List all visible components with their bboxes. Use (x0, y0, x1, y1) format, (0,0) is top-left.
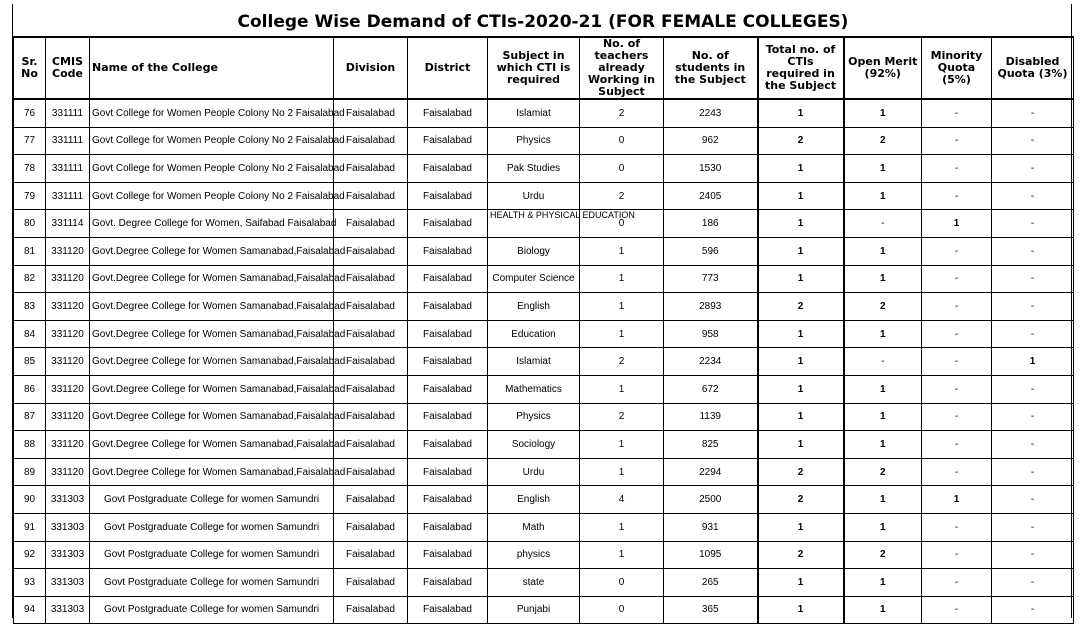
cell-open-merit: 1 (844, 403, 922, 431)
cell-cmis: 331303 (46, 486, 90, 514)
cell-total: 2 (758, 458, 844, 486)
cell-teachers: 2 (580, 403, 664, 431)
cell-teachers: 1 (580, 320, 664, 348)
cell-college-name: Govt.Degree College for Women Samanabad,Faisalabad (90, 237, 334, 265)
cell-division: Faisalabad (334, 348, 408, 376)
cell-district: Faisalabad (408, 569, 488, 597)
cell-district: Faisalabad (408, 458, 488, 486)
cell-total: 1 (758, 569, 844, 597)
cell-division: Faisalabad (334, 569, 408, 597)
cell-cmis: 331111 (46, 99, 90, 127)
cell-minority: - (922, 375, 992, 403)
cell-students: 962 (664, 127, 758, 155)
cell-sr: 90 (14, 486, 46, 514)
cell-sr: 82 (14, 265, 46, 293)
cell-disabled: - (992, 458, 1074, 486)
cell-subject: Math (488, 513, 580, 541)
cell-minority: 1 (922, 210, 992, 238)
cell-subject: Physics (488, 127, 580, 155)
table-row (14, 513, 1074, 541)
cell-subject: Pak Studies (488, 155, 580, 183)
cell-open-merit: - (844, 210, 922, 238)
cell-total: 2 (758, 127, 844, 155)
cell-cmis: 331120 (46, 431, 90, 459)
cell-disabled: 1 (992, 348, 1074, 376)
cell-teachers: 1 (580, 458, 664, 486)
cell-total: 1 (758, 403, 844, 431)
cell-division: Faisalabad (334, 486, 408, 514)
cti-demand-table (13, 36, 1074, 624)
cell-open-merit: - (844, 348, 922, 376)
table-row (14, 375, 1074, 403)
cell-sr: 79 (14, 182, 46, 210)
cell-subject: physics (488, 541, 580, 569)
cell-college-name: Govt.Degree College for Women Samanabad,Faisalabad (90, 265, 334, 293)
cell-teachers: 0 (580, 210, 664, 238)
cell-total: 1 (758, 348, 844, 376)
header-minority: Minority Quota (5%) (922, 37, 992, 99)
cell-district: Faisalabad (408, 127, 488, 155)
cell-total: 1 (758, 265, 844, 293)
cell-open-merit: 1 (844, 237, 922, 265)
cell-sr: 84 (14, 320, 46, 348)
cell-division: Faisalabad (334, 127, 408, 155)
cell-minority: - (922, 458, 992, 486)
cell-division: Faisalabad (334, 431, 408, 459)
cell-total: 1 (758, 155, 844, 183)
cell-cmis: 331111 (46, 155, 90, 183)
cell-minority: - (922, 348, 992, 376)
cell-disabled: - (992, 237, 1074, 265)
cell-sr: 85 (14, 348, 46, 376)
header-total: Total no. of CTIs required in the Subject (758, 37, 844, 99)
cell-sr: 80 (14, 210, 46, 238)
cell-subject: English (488, 486, 580, 514)
cell-disabled: - (992, 210, 1074, 238)
cell-total: 2 (758, 293, 844, 321)
cell-college-name: Govt College for Women People Colony No 2 Faisalabad (90, 99, 334, 127)
table-row (14, 99, 1074, 127)
table-row (14, 348, 1074, 376)
cell-district: Faisalabad (408, 293, 488, 321)
cell-minority: - (922, 99, 992, 127)
header-open-merit: Open Merit (92%) (844, 37, 922, 99)
table-body (14, 99, 1074, 624)
cell-sr: 83 (14, 293, 46, 321)
cell-teachers: 0 (580, 569, 664, 597)
table-row (14, 127, 1074, 155)
table-row (14, 486, 1074, 514)
cell-disabled: - (992, 182, 1074, 210)
table-row (14, 155, 1074, 183)
cell-teachers: 1 (580, 541, 664, 569)
cell-minority: - (922, 127, 992, 155)
cell-students: 825 (664, 431, 758, 459)
table-row (14, 265, 1074, 293)
cell-minority: - (922, 265, 992, 293)
cell-minority: - (922, 541, 992, 569)
cell-minority: - (922, 431, 992, 459)
cell-subject: Physics (488, 403, 580, 431)
cell-total: 1 (758, 513, 844, 541)
cell-subject: Urdu (488, 458, 580, 486)
cell-students: 2243 (664, 99, 758, 127)
cell-cmis: 331120 (46, 375, 90, 403)
cell-cmis: 331111 (46, 127, 90, 155)
cell-minority: 1 (922, 486, 992, 514)
cell-sr: 76 (14, 99, 46, 127)
cell-teachers: 1 (580, 375, 664, 403)
cell-disabled: - (992, 293, 1074, 321)
table-row (14, 320, 1074, 348)
cell-teachers: 1 (580, 265, 664, 293)
cell-college-name: Govt Postgraduate College for women Samundri (90, 486, 334, 514)
cell-sr: 89 (14, 458, 46, 486)
cell-disabled: - (992, 596, 1074, 624)
cell-teachers: 1 (580, 293, 664, 321)
cell-sr: 78 (14, 155, 46, 183)
cell-sr: 93 (14, 569, 46, 597)
header-students: No. of students in the Subject (664, 37, 758, 99)
cell-district: Faisalabad (408, 99, 488, 127)
cell-students: 958 (664, 320, 758, 348)
cell-district: Faisalabad (408, 348, 488, 376)
cell-district: Faisalabad (408, 265, 488, 293)
cell-district: Faisalabad (408, 375, 488, 403)
cell-disabled: - (992, 431, 1074, 459)
cell-students: 1530 (664, 155, 758, 183)
cell-sr: 88 (14, 431, 46, 459)
cell-division: Faisalabad (334, 155, 408, 183)
cell-students: 2234 (664, 348, 758, 376)
cell-disabled: - (992, 265, 1074, 293)
cell-students: 2500 (664, 486, 758, 514)
table-row (14, 541, 1074, 569)
cell-cmis: 331114 (46, 210, 90, 238)
cell-open-merit: 1 (844, 155, 922, 183)
cell-total: 1 (758, 375, 844, 403)
cell-students: 1139 (664, 403, 758, 431)
cell-district: Faisalabad (408, 182, 488, 210)
cell-college-name: Govt Postgraduate College for women Samundri (90, 541, 334, 569)
table-row (14, 182, 1074, 210)
cell-minority: - (922, 320, 992, 348)
cell-teachers: 0 (580, 155, 664, 183)
cell-disabled: - (992, 155, 1074, 183)
cell-open-merit: 2 (844, 458, 922, 486)
cell-minority: - (922, 513, 992, 541)
cell-students: 773 (664, 265, 758, 293)
cell-district: Faisalabad (408, 320, 488, 348)
header-disabled: Disabled Quota (3%) (992, 37, 1074, 99)
cell-division: Faisalabad (334, 375, 408, 403)
cell-subject: Sociology (488, 431, 580, 459)
table-row (14, 210, 1074, 238)
cell-open-merit: 2 (844, 293, 922, 321)
cell-district: Faisalabad (408, 513, 488, 541)
cell-open-merit: 1 (844, 320, 922, 348)
cell-college-name: Govt College for Women People Colony No 2 Faisalabad (90, 127, 334, 155)
cell-teachers: 4 (580, 486, 664, 514)
cell-cmis: 331111 (46, 182, 90, 210)
cell-sr: 81 (14, 237, 46, 265)
cell-minority: - (922, 293, 992, 321)
cell-teachers: 2 (580, 348, 664, 376)
cell-teachers: 0 (580, 596, 664, 624)
cell-total: 1 (758, 431, 844, 459)
cell-cmis: 331303 (46, 569, 90, 597)
cell-students: 2405 (664, 182, 758, 210)
table-row (14, 403, 1074, 431)
cell-disabled: - (992, 569, 1074, 597)
cell-district: Faisalabad (408, 210, 488, 238)
cell-teachers: 1 (580, 237, 664, 265)
table-row (14, 458, 1074, 486)
cell-open-merit: 2 (844, 127, 922, 155)
cell-students: 931 (664, 513, 758, 541)
cell-cmis: 331303 (46, 513, 90, 541)
cell-sr: 92 (14, 541, 46, 569)
cell-subject: English (488, 293, 580, 321)
cell-teachers: 2 (580, 99, 664, 127)
cell-college-name: Govt.Degree College for Women Samanabad,Faisalabad (90, 403, 334, 431)
cell-cmis: 331120 (46, 403, 90, 431)
cell-college-name: Govt. Degree College for Women, Saifabad Faisalabad (90, 210, 334, 238)
cell-college-name: Govt.Degree College for Women Samanabad,Faisalabad (90, 320, 334, 348)
cell-subject: Education (488, 320, 580, 348)
cell-college-name: Govt Postgraduate College for women Samundri (90, 596, 334, 624)
cell-college-name: Govt.Degree College for Women Samanabad,Faisalabad (90, 375, 334, 403)
cell-open-merit: 1 (844, 513, 922, 541)
cell-division: Faisalabad (334, 265, 408, 293)
cell-division: Faisalabad (334, 293, 408, 321)
cell-sr: 86 (14, 375, 46, 403)
cell-minority: - (922, 403, 992, 431)
cell-cmis: 331120 (46, 320, 90, 348)
cell-subject: Islamiat (488, 99, 580, 127)
cell-cmis: 331120 (46, 348, 90, 376)
cell-disabled: - (992, 541, 1074, 569)
cell-students: 2893 (664, 293, 758, 321)
cell-college-name: Govt Postgraduate College for women Samundri (90, 513, 334, 541)
cell-sr: 91 (14, 513, 46, 541)
cell-division: Faisalabad (334, 99, 408, 127)
cell-district: Faisalabad (408, 155, 488, 183)
cell-minority: - (922, 237, 992, 265)
cell-students: 672 (664, 375, 758, 403)
cell-sr: 94 (14, 596, 46, 624)
cell-college-name: Govt.Degree College for Women Samanabad,Faisalabad (90, 348, 334, 376)
cell-minority: - (922, 569, 992, 597)
cell-disabled: - (992, 513, 1074, 541)
cell-subject: Computer Science (488, 265, 580, 293)
cell-teachers: 1 (580, 513, 664, 541)
cell-open-merit: 1 (844, 265, 922, 293)
header-name: Name of the College (90, 37, 334, 99)
cell-disabled: - (992, 486, 1074, 514)
cell-subject: Urdu (488, 182, 580, 210)
cell-subject: Mathematics (488, 375, 580, 403)
header-subject: Subject in which CTI is required (488, 37, 580, 99)
cell-disabled: - (992, 127, 1074, 155)
cell-district: Faisalabad (408, 596, 488, 624)
table-row (14, 569, 1074, 597)
cell-minority: - (922, 155, 992, 183)
cell-students: 265 (664, 569, 758, 597)
document-sheet (12, 4, 1072, 618)
cell-college-name: Govt.Degree College for Women Samanabad,Faisalabad (90, 458, 334, 486)
cell-sr: 87 (14, 403, 46, 431)
cell-students: 1095 (664, 541, 758, 569)
cell-division: Faisalabad (334, 403, 408, 431)
header-row (14, 37, 1074, 99)
cell-disabled: - (992, 99, 1074, 127)
table-row (14, 237, 1074, 265)
header-sr: Sr. No (14, 37, 46, 99)
cell-open-merit: 2 (844, 541, 922, 569)
cell-cmis: 331120 (46, 265, 90, 293)
cell-minority: - (922, 596, 992, 624)
cell-disabled: - (992, 403, 1074, 431)
cell-college-name: Govt Postgraduate College for women Samundri (90, 569, 334, 597)
cell-sr: 77 (14, 127, 46, 155)
cell-total: 1 (758, 182, 844, 210)
header-teachers: No. of teachers already Working in Subject (580, 37, 664, 99)
cell-students: 186 (664, 210, 758, 238)
cell-cmis: 331120 (46, 458, 90, 486)
cell-cmis: 331120 (46, 237, 90, 265)
cell-teachers: 1 (580, 431, 664, 459)
cell-students: 596 (664, 237, 758, 265)
cell-total: 2 (758, 486, 844, 514)
cell-open-merit: 1 (844, 596, 922, 624)
cell-division: Faisalabad (334, 182, 408, 210)
cell-division: Faisalabad (334, 237, 408, 265)
cell-cmis: 331303 (46, 541, 90, 569)
cell-division: Faisalabad (334, 458, 408, 486)
cell-district: Faisalabad (408, 541, 488, 569)
cell-open-merit: 1 (844, 569, 922, 597)
header-division: Division (334, 37, 408, 99)
table-row (14, 431, 1074, 459)
cell-open-merit: 1 (844, 375, 922, 403)
cell-cmis: 331303 (46, 596, 90, 624)
cell-open-merit: 1 (844, 99, 922, 127)
cell-open-merit: 1 (844, 486, 922, 514)
table-row (14, 293, 1074, 321)
page-title: College Wise Demand of CTIs-2020-21 (FOR FEMALE COLLEGES) (237, 12, 849, 32)
cell-college-name: Govt College for Women People Colony No 2 Faisalabad (90, 155, 334, 183)
cell-total: 2 (758, 541, 844, 569)
cell-subject: HEALTH & PHYSICAL EDUCATION (488, 210, 580, 238)
cell-total: 1 (758, 210, 844, 238)
cell-division: Faisalabad (334, 596, 408, 624)
cell-district: Faisalabad (408, 237, 488, 265)
cell-subject: state (488, 569, 580, 597)
cell-minority: - (922, 182, 992, 210)
table-row (14, 596, 1074, 624)
cell-students: 2294 (664, 458, 758, 486)
cell-district: Faisalabad (408, 431, 488, 459)
cell-subject: Punjabi (488, 596, 580, 624)
cell-subject: Islamiat (488, 348, 580, 376)
cell-division: Faisalabad (334, 541, 408, 569)
cell-college-name: Govt College for Women People Colony No 2 Faisalabad (90, 182, 334, 210)
cell-total: 1 (758, 237, 844, 265)
cell-division: Faisalabad (334, 210, 408, 238)
cell-open-merit: 1 (844, 182, 922, 210)
header-cmis: CMIS Code (46, 37, 90, 99)
cell-division: Faisalabad (334, 513, 408, 541)
cell-college-name: Govt.Degree College for Women Samanabad,Faisalabad (90, 431, 334, 459)
header-district: District (408, 37, 488, 99)
cell-open-merit: 1 (844, 431, 922, 459)
cell-district: Faisalabad (408, 403, 488, 431)
cell-subject: Biology (488, 237, 580, 265)
cell-teachers: 2 (580, 182, 664, 210)
cell-teachers: 0 (580, 127, 664, 155)
cell-district: Faisalabad (408, 486, 488, 514)
cell-disabled: - (992, 320, 1074, 348)
cell-division: Faisalabad (334, 320, 408, 348)
cell-total: 1 (758, 320, 844, 348)
cell-cmis: 331120 (46, 293, 90, 321)
cell-total: 1 (758, 99, 844, 127)
cell-students: 365 (664, 596, 758, 624)
cell-total: 1 (758, 596, 844, 624)
cell-disabled: - (992, 375, 1074, 403)
cell-college-name: Govt.Degree College for Women Samanabad,Faisalabad (90, 293, 334, 321)
